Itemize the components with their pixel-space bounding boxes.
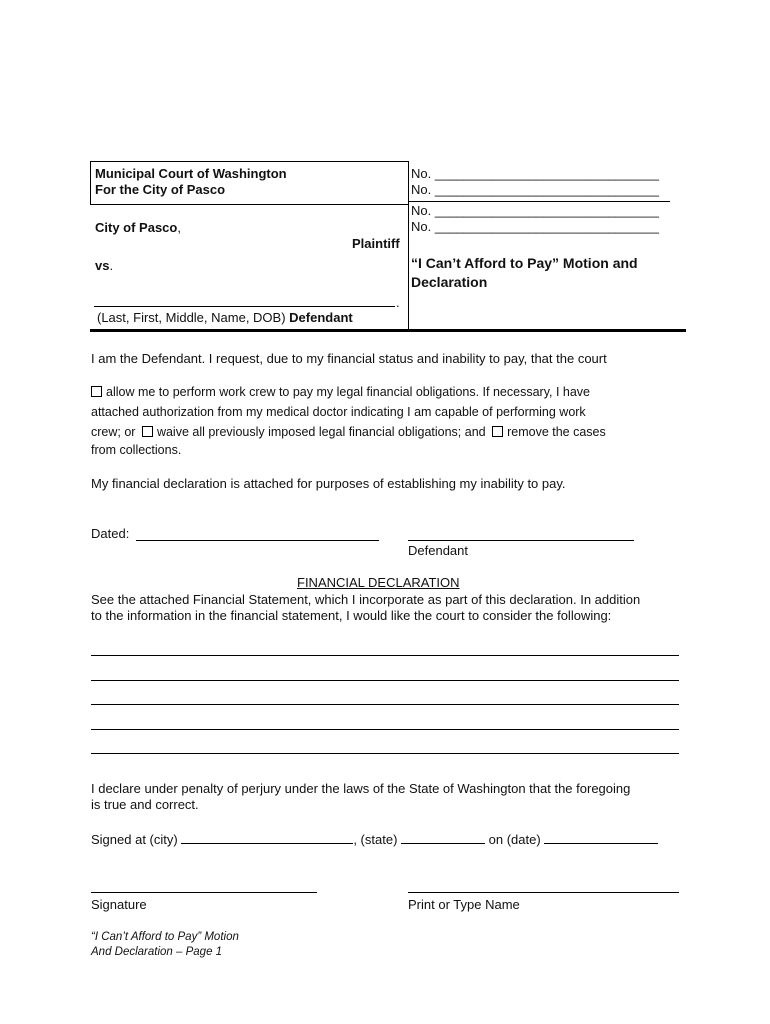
financial-heading: FINANCIAL DECLARATION [297,575,460,590]
waive-obligations-checkbox[interactable] [142,426,153,437]
caption-center-border [408,161,409,330]
perjury-text-1: I declare under penalty of perjury under the laws of the State of Washington that the foregoing [91,781,631,796]
financial-text-2: to the information in the financial statement, I would like the court to consider the following: [91,608,612,623]
remove-collections-checkbox[interactable] [492,426,503,437]
option-block [91,384,691,464]
consideration-line-4[interactable] [91,729,679,730]
option1-line3: crew; or waive all previously imposed legal financial obligations; and remove the cases [91,425,606,439]
defendant-name-line [94,306,395,307]
consideration-line-5[interactable] [91,753,679,754]
dated-label: Dated: [91,526,130,541]
signed-at-row: Signed at (city) , (state) on (date) [91,831,658,848]
defendant-signature-label: Defendant [408,543,468,558]
option1-line1: allow me to perform work crew to pay my legal financial obligations. If necessary, I have [91,384,590,400]
perjury-text-2: is true and correct. [91,797,199,812]
footer-line-2: And Declaration – Page 1 [91,946,223,958]
defendant-fields: (Last, First, Middle, Name, DOB) Defendant [97,310,353,325]
financial-attached-text: My financial declaration is attached for purposes of establishing my inability to pay. [91,476,566,491]
court-name: Municipal Court of Washington [95,166,287,181]
court-city: For the City of Pasco [95,182,226,197]
footer-line-1: “I Can’t Afford to Pay” Motion [91,931,239,943]
work-crew-checkbox[interactable] [91,386,102,397]
state-field[interactable] [401,831,485,844]
print-name-label: Print or Type Name [408,897,520,912]
case-number-2: No. _______________________________ [411,182,659,197]
plaintiff-label: Plaintiff [352,236,400,251]
city-field[interactable] [181,831,353,844]
print-name-line[interactable] [408,892,679,893]
case-number-3: No. _______________________________ [411,203,659,218]
motion-title-1: “I Can’t Afford to Pay” Motion and [411,255,638,271]
consideration-line-1[interactable] [91,655,679,656]
option1-line2: attached authorization from my medical doctor indicating I am capable of performing work [91,405,586,419]
caption-mid-border [90,204,408,205]
signature-label: Signature [91,897,147,912]
vs-label: vs. [95,258,114,273]
defendant-signature-line [408,540,634,541]
defendant-line-period: . [396,295,400,310]
caption-left-border [90,161,91,204]
case-number-1: No. _______________________________ [411,166,659,181]
plaintiff-party: City of Pasco, [95,220,181,235]
date-field[interactable] [544,831,658,844]
caption-bottom-rule [90,329,686,332]
case-number-divider [408,201,670,202]
intro-text: I am the Defendant. I request, due to my financial status and inability to pay, that the court [91,351,607,366]
financial-text-1: See the attached Financial Statement, which I incorporate as part of this declaration. In addition [91,592,641,607]
signature-line[interactable] [91,892,317,893]
dated-line [136,540,379,541]
option3-line2: from collections. [91,443,182,457]
case-number-4: No. _______________________________ [411,219,659,234]
motion-title-2: Declaration [411,274,488,290]
caption-top-border [90,161,408,162]
consideration-line-3[interactable] [91,704,679,705]
consideration-line-2[interactable] [91,680,679,681]
